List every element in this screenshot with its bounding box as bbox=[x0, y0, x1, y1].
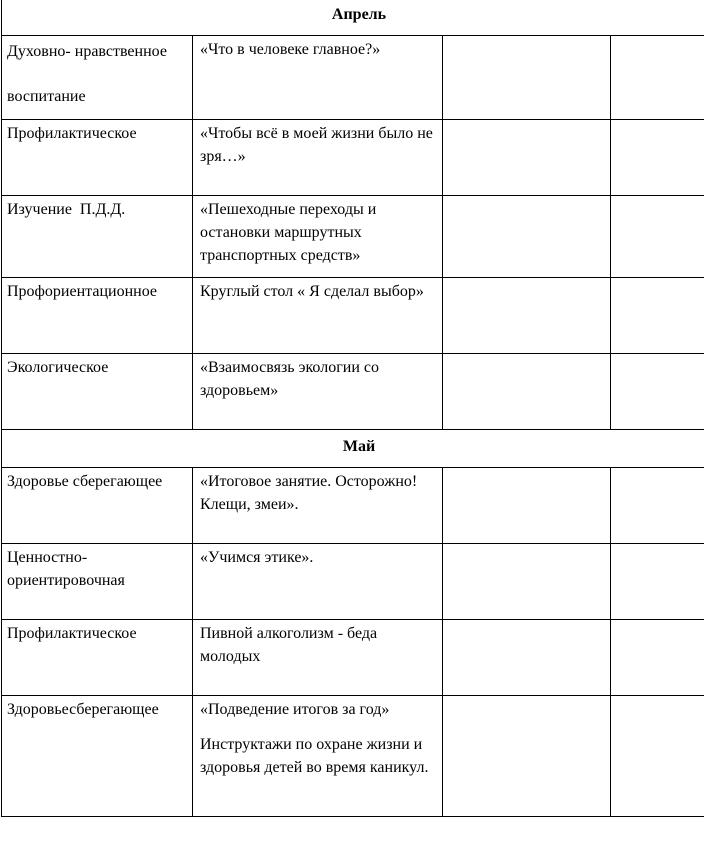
empty-cell bbox=[443, 620, 611, 696]
activity-topic: «Итоговое занятие. Осторожно!Клещи, змеи». bbox=[200, 473, 418, 513]
empty-cell bbox=[611, 36, 704, 120]
table-row bbox=[2, 354, 704, 430]
empty-cell bbox=[443, 120, 611, 196]
activity-area: Экологическое bbox=[7, 359, 109, 376]
table-row bbox=[2, 544, 704, 620]
empty-cell bbox=[611, 696, 704, 817]
empty-cell bbox=[443, 468, 611, 544]
activity-topic: «Что в человеке главное?» bbox=[200, 41, 381, 58]
activity-area: Профилактическое bbox=[7, 625, 137, 642]
month-title: Апрель bbox=[331, 6, 387, 23]
table-row bbox=[2, 468, 704, 544]
empty-cell bbox=[611, 196, 704, 278]
activity-topic-note: Инструктажи по охране жизни и здоровья детей во время каникул. bbox=[200, 736, 429, 776]
month-header-april bbox=[2, 0, 704, 36]
table-row bbox=[2, 120, 704, 196]
activity-topic: Пивной алкоголизм - беда молодых bbox=[200, 625, 378, 665]
activity-topic: Круглый стол « Я сделал выбор» bbox=[200, 283, 424, 300]
empty-cell bbox=[443, 354, 611, 430]
table-row bbox=[2, 696, 704, 817]
activity-area: Профилактическое bbox=[7, 125, 137, 142]
activity-area: Ценностно-ориентировочная bbox=[7, 549, 125, 589]
table-row bbox=[2, 196, 704, 278]
empty-cell bbox=[443, 196, 611, 278]
empty-cell bbox=[611, 354, 704, 430]
activity-topic: «Чтобы всё в моей жизни было не зря…» bbox=[200, 125, 433, 165]
activity-topic: «Пешеходные переходы и остановки маршрутных транспортных средств» bbox=[200, 201, 377, 264]
empty-cell bbox=[611, 544, 704, 620]
empty-cell bbox=[443, 278, 611, 354]
empty-cell bbox=[443, 544, 611, 620]
table-row bbox=[2, 620, 704, 696]
activity-area: Духовно- нравственное воспитание bbox=[7, 43, 167, 105]
activity-area: Здоровьесберегающее bbox=[7, 701, 159, 718]
month-title: Май bbox=[342, 438, 376, 455]
event-plan-table bbox=[1, 0, 704, 817]
empty-cell bbox=[443, 696, 611, 817]
activity-topic: «Учимся этике». bbox=[200, 549, 314, 566]
table-row bbox=[2, 36, 704, 120]
activity-area: Здоровье сберегающее bbox=[7, 473, 163, 490]
table-row bbox=[2, 278, 704, 354]
month-header-may bbox=[2, 430, 704, 468]
empty-cell bbox=[611, 620, 704, 696]
activity-area: Изучение П.Д.Д. bbox=[7, 201, 126, 218]
activity-area: Профориентационное bbox=[7, 283, 157, 300]
empty-cell bbox=[611, 278, 704, 354]
empty-cell bbox=[443, 36, 611, 120]
empty-cell bbox=[611, 468, 704, 544]
activity-topic: «Взаимосвязь экологии со здоровьем» bbox=[200, 359, 379, 399]
empty-cell bbox=[611, 120, 704, 196]
activity-topic: «Подведение итогов за год» bbox=[200, 701, 390, 718]
